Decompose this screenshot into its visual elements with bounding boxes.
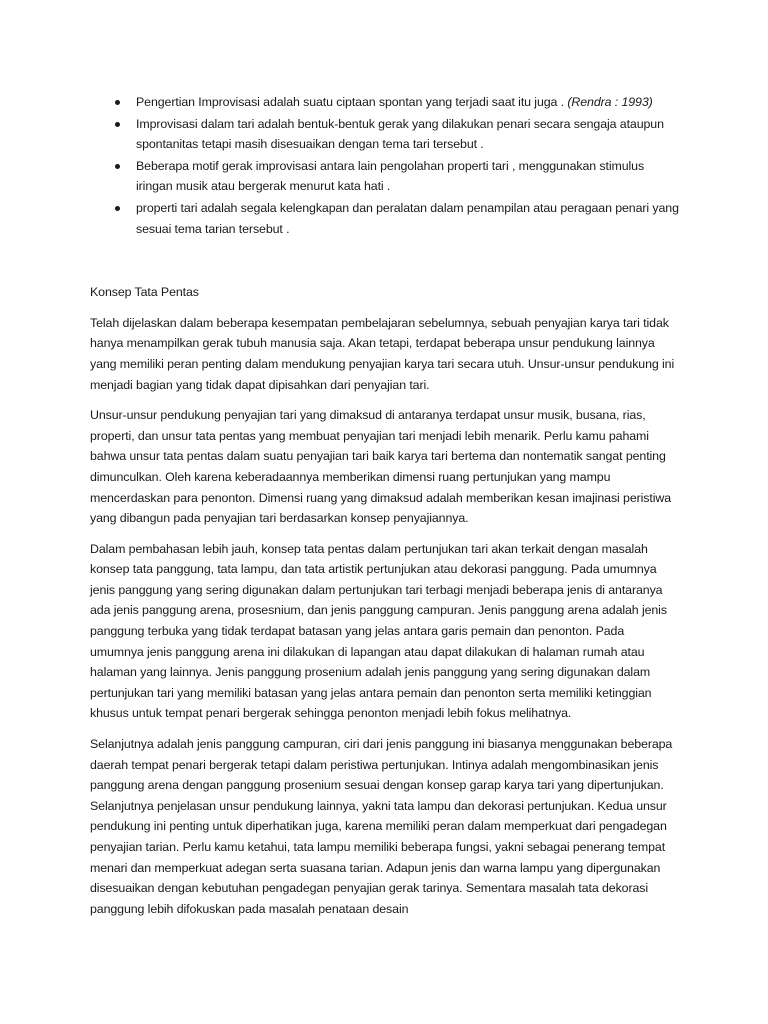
document-body [90, 92, 680, 919]
bullet-dot-icon [115, 164, 120, 169]
section-heading: Konsep Tata Pentas [90, 285, 199, 300]
bullet-text: properti tari adalah segala kelengkapan dan peralatan dalam penampilan atau peragaan penari yang sesuai tema tarian tersebut . [136, 200, 679, 236]
bullet-item [90, 156, 680, 197]
bullet-text: Pengertian Improvisasi adalah suatu ciptaan spontan yang terjadi saat itu juga . [136, 95, 565, 109]
bullet-dot-icon [115, 100, 120, 105]
bullet-item [90, 114, 680, 155]
paragraph: Selanjutnya adalah jenis panggung campuran, ciri dari jenis panggung ini biasanya menggunakan beberapa daerah tempat penari bergerak tetapi dalam peristiwa pertunjukan. Intinya adalah mengombinasikan jenis panggung arena dengan panggung prosenium sesuai dengan konsep garap karya tari yang dipertunjukan. Selanjutnya penjelasan unsur pendukung lainnya, yakni tata lampu dan dekorasi pertunjukan. Kedua unsur pendukung ini penting untuk diperhatikan juga, karena memiliki peran dalam memperkuat dari pengadegan penyajian tarian. Perlu kamu ketahui, tata lampu memiliki beberapa fungsi, yakni sebagai penerang tempat menari dan memperkuat adegan serta suasana tarian. Adapun jenis dan warna lampu yang dipergunakan disesuaikan dengan kebutuhan pengadegan penyajian gerak tarinya. Sementara masalah tata dekorasi panggung lebih difokuskan pada masalah penataan desain [90, 737, 673, 916]
bullet-item [90, 92, 680, 113]
paragraph: Telah dijelaskan dalam beberapa kesempatan pembelajaran sebelumnya, sebuah penyajian karya tari tidak hanya menampilkan gerak tubuh manusia saja. Akan tetapi, terdapat beberapa unsur pendukung lainnya yang memiliki peran penting dalam mendukung penyajian karya tari secara utuh. Unsur-unsur pendukung ini menjadi bagian yang tidak dapat dipisahkan dari penyajian tari. [90, 315, 675, 392]
bullet-text: Beberapa motif gerak improvisasi antara lain pengolahan properti tari , menggunakan stimulus iringan musik atau bergerak menurut kata hati . [136, 158, 645, 194]
bullet-list [90, 92, 680, 239]
paragraph: Unsur-unsur pendukung penyajian tari yang dimaksud di antaranya terdapat unsur musik, busana, rias, properti, dan unsur tata pentas yang membuat penyajian tari menjadi lebih menarik. Perlu kamu pahami bahwa unsur tata pentas dalam suatu penyajian tari baik karya tari bertema dan nontematik sangat penting dimunculkan. Oleh karena keberadaannya memberikan dimensi ruang pertunjukan yang mampu mencerdaskan para penonton. Dimensi ruang yang dimaksud adalah memberikan kesan imajinasi peristiwa yang dibangun pada penyajian tari berdasarkan konsep penyajiannya. [90, 408, 672, 526]
bullet-citation: (Rendra : 1993) [567, 95, 653, 109]
bullet-item [90, 198, 680, 239]
bullet-dot-icon [115, 122, 120, 127]
bullet-dot-icon [115, 206, 120, 211]
paragraph: Dalam pembahasan lebih jauh, konsep tata pentas dalam pertunjukan tari akan terkait dengan masalah konsep tata panggung, tata lampu, dan tata artistik pertunjukan atau dekorasi panggung. Pada umumnya jenis panggung yang sering digunakan dalam pertunjukan tari terbagi menjadi beberapa jenis di antaranya ada jenis panggung arena, prosesnium, dan jenis panggung campuran. Jenis panggung arena adalah jenis panggung terbuka yang tidak terdapat batasan yang jelas antara garis pemain dan penonton. Pada umumnya jenis panggung arena ini dilakukan di lapangan atau dapat dilakukan di halaman rumah atau halaman yang lainnya. Jenis panggung prosenium adalah jenis panggung yang sering digunakan dalam pertunjukan tari yang memiliki batasan yang jelas antara pemain dan penonton serta memiliki ketinggian khusus untuk tempat penari bergerak sehingga penonton menjadi lebih fokus melihatnya. [90, 541, 667, 721]
bullet-text: Improvisasi dalam tari adalah bentuk-bentuk gerak yang dilakukan penari secara sengaja ataupun spontanitas tetapi masih disesuaikan dengan tema tari tersebut . [136, 116, 664, 152]
